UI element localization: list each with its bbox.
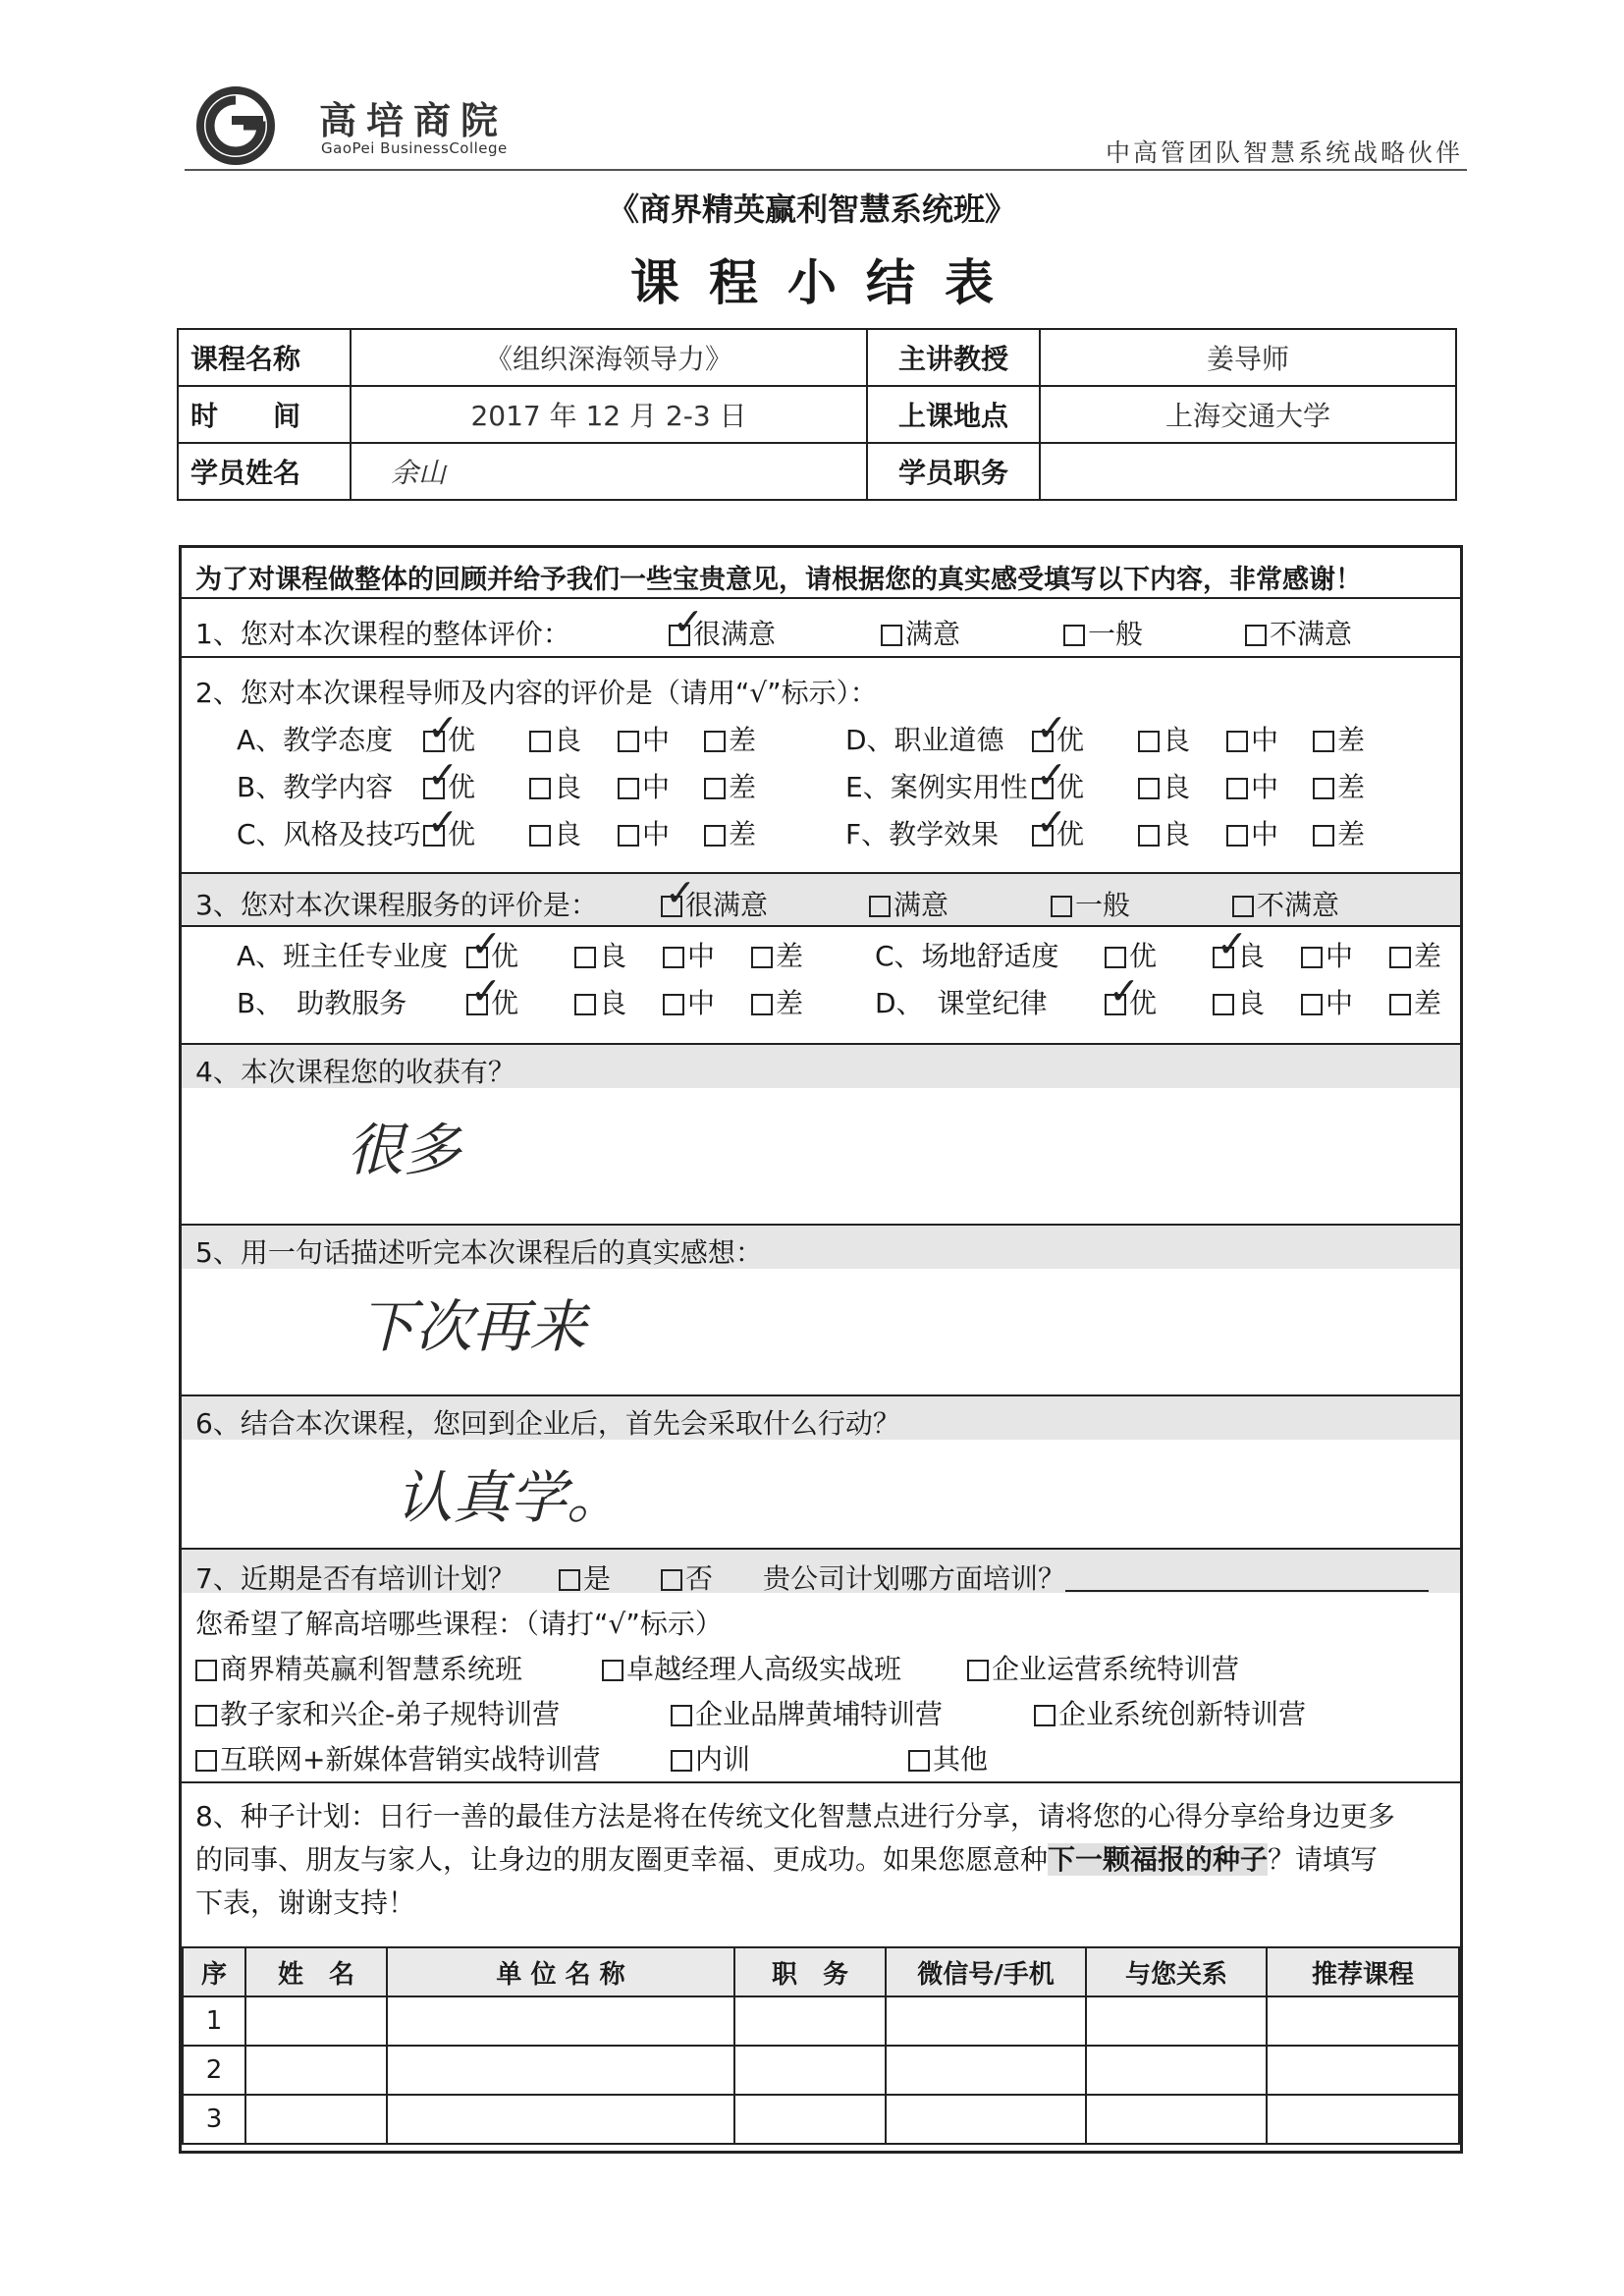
rating-item-label: A、教学态度 bbox=[237, 724, 394, 756]
rating-option[interactable]: 差 bbox=[751, 982, 803, 1021]
checkbox-icon[interactable] bbox=[618, 825, 639, 847]
course-option[interactable]: 企业系统创新特训营 bbox=[1034, 1693, 1306, 1732]
checkbox-checked-icon[interactable] bbox=[1032, 731, 1054, 752]
col-name: 姓 名 bbox=[245, 1947, 387, 1996]
rating-option[interactable]: 差 bbox=[1389, 982, 1441, 1021]
tagline: 中高管团队智慧系统战略伙伴 bbox=[1105, 138, 1463, 167]
checkbox-checked-icon[interactable] bbox=[1105, 994, 1126, 1015]
checkbox-checked-icon[interactable] bbox=[661, 896, 682, 917]
q5-section bbox=[182, 1226, 1460, 1396]
q3-label: 3、您对本次课程服务的评价是： bbox=[195, 889, 598, 921]
checkbox-icon[interactable] bbox=[671, 1750, 692, 1772]
form-title: 课程小结表 bbox=[630, 254, 1023, 311]
course-option[interactable]: 企业品牌黄埔特训营 bbox=[671, 1693, 943, 1732]
row-index: 2 bbox=[183, 2046, 245, 2095]
seed-table-header bbox=[183, 1947, 1459, 1996]
checkbox-icon[interactable] bbox=[908, 1750, 930, 1772]
rating-item-label: D、 课堂纪律 bbox=[875, 987, 1048, 1019]
checkbox-icon[interactable] bbox=[574, 947, 596, 968]
rating-option[interactable]: ✓ 优 bbox=[466, 935, 518, 974]
q7-option-no[interactable]: 否 bbox=[661, 1558, 713, 1597]
lecturer-label: 主讲教授 bbox=[867, 329, 1040, 386]
checkbox-icon[interactable] bbox=[1105, 947, 1126, 968]
q1-option-very-satisfied[interactable]: ✓ 很满意 bbox=[669, 613, 776, 652]
checkbox-icon[interactable] bbox=[671, 1705, 692, 1726]
rating-option[interactable]: 良 bbox=[529, 766, 581, 805]
student-name-label: 学员姓名 bbox=[178, 443, 351, 500]
intro-section bbox=[182, 548, 1460, 599]
rating-option[interactable]: 中 bbox=[1301, 982, 1353, 1021]
col-index: 序 bbox=[183, 1947, 245, 1996]
logo-chinese-name: 高培商院 bbox=[319, 98, 509, 142]
rating-option[interactable]: 差 bbox=[704, 766, 756, 805]
q3-option-average[interactable]: 一般 bbox=[1051, 884, 1130, 923]
lecturer-value[interactable]: 姜导师 bbox=[1040, 329, 1456, 386]
rating-option[interactable]: ✓ 优 bbox=[1032, 813, 1084, 852]
rating-option[interactable]: ✓ 良 bbox=[1213, 935, 1265, 974]
info-row bbox=[178, 329, 1456, 386]
time-value[interactable]: 2017 年 12 月 2-3 日 bbox=[351, 386, 867, 443]
info-row bbox=[178, 386, 1456, 443]
student-position-value[interactable] bbox=[1040, 443, 1456, 500]
checkbox-icon[interactable] bbox=[704, 778, 726, 799]
checkbox-checked-icon[interactable] bbox=[1032, 778, 1054, 799]
location-label: 上课地点 bbox=[867, 386, 1040, 443]
rating-item-label: D、职业道德 bbox=[845, 724, 1004, 756]
checkbox-icon[interactable] bbox=[529, 778, 551, 799]
col-wechat-phone: 微信号/手机 bbox=[886, 1947, 1086, 1996]
col-position: 职 务 bbox=[734, 1947, 886, 1996]
time-label: 时 间 bbox=[178, 386, 351, 443]
rating-option[interactable]: 良 bbox=[1138, 813, 1190, 852]
checkbox-icon[interactable] bbox=[1138, 778, 1160, 799]
rating-option[interactable]: ✓ 优 bbox=[466, 982, 518, 1021]
q3-option-satisfied[interactable]: 满意 bbox=[869, 884, 948, 923]
rating-option[interactable]: 差 bbox=[704, 813, 756, 852]
student-position-label: 学员职务 bbox=[867, 443, 1040, 500]
rating-option[interactable]: 优 bbox=[1105, 935, 1157, 974]
rating-option[interactable]: 差 bbox=[1313, 719, 1365, 758]
cell[interactable] bbox=[387, 2046, 734, 2095]
rating-item-label: E、案例实用性 bbox=[845, 771, 1028, 803]
table-row bbox=[183, 2095, 1459, 2144]
course-option[interactable]: 商界精英赢利智慧系统班 bbox=[195, 1648, 522, 1687]
checkbox-icon[interactable] bbox=[704, 825, 726, 847]
q6-handwritten-answer[interactable]: 认真学。 bbox=[396, 1464, 624, 1531]
checkbox-icon[interactable] bbox=[529, 731, 551, 752]
col-recommended-course: 推荐课程 bbox=[1267, 1947, 1459, 1996]
rating-item-label: A、班主任专业度 bbox=[237, 940, 449, 972]
checkbox-icon[interactable] bbox=[1226, 778, 1248, 799]
q4-handwritten-answer[interactable]: 很多 bbox=[347, 1117, 461, 1183]
checkbox-icon[interactable] bbox=[529, 825, 551, 847]
checkbox-icon[interactable] bbox=[1051, 896, 1072, 917]
checkbox-icon[interactable] bbox=[195, 1705, 217, 1726]
checkbox-checked-icon[interactable] bbox=[669, 625, 690, 646]
cell[interactable] bbox=[886, 2046, 1086, 2095]
checkbox-icon[interactable] bbox=[1138, 825, 1160, 847]
q4-section bbox=[182, 1045, 1460, 1226]
checkbox-icon[interactable] bbox=[1313, 825, 1334, 847]
rating-option[interactable]: 中 bbox=[663, 982, 715, 1021]
rating-option[interactable]: ✓ 优 bbox=[1105, 982, 1157, 1021]
checkbox-icon[interactable] bbox=[869, 896, 891, 917]
q3-section bbox=[182, 925, 1460, 1045]
course-option[interactable]: 教子家和兴企-弟子规特训营 bbox=[195, 1693, 560, 1732]
checkbox-icon[interactable] bbox=[602, 1660, 623, 1681]
q6-label: 6、结合本次课程，您回到企业后，首先会采取什么行动？ bbox=[195, 1407, 900, 1440]
course-option[interactable]: 卓越经理人高级实战班 bbox=[602, 1648, 901, 1687]
checkbox-icon[interactable] bbox=[574, 994, 596, 1015]
checkbox-icon[interactable] bbox=[1226, 731, 1248, 752]
rating-option[interactable]: 差 bbox=[1313, 766, 1365, 805]
q7-section bbox=[182, 1550, 1460, 1783]
intro-text: 为了对课程做整体的回顾并给予我们一些宝贵意见，请根据您的真实感受填写以下内容，非常感谢！ bbox=[195, 565, 1362, 595]
header-divider bbox=[185, 169, 1467, 171]
rating-option[interactable]: 差 bbox=[1313, 813, 1365, 852]
cell[interactable] bbox=[245, 1996, 387, 2046]
course-option[interactable]: 企业运营系统特训营 bbox=[967, 1648, 1239, 1687]
checkbox-icon[interactable] bbox=[195, 1660, 217, 1681]
cell[interactable] bbox=[734, 2046, 886, 2095]
rating-item-label: B、教学内容 bbox=[237, 771, 394, 803]
q7-option-yes[interactable]: 是 bbox=[559, 1558, 611, 1597]
checkbox-icon[interactable] bbox=[663, 994, 684, 1015]
checkbox-icon[interactable] bbox=[618, 778, 639, 799]
rating-option[interactable]: 良 bbox=[1138, 719, 1190, 758]
checkbox-icon[interactable] bbox=[1313, 778, 1334, 799]
checkbox-icon[interactable] bbox=[1313, 731, 1334, 752]
rating-option[interactable]: ✓ 优 bbox=[1032, 719, 1084, 758]
checkbox-icon[interactable] bbox=[1213, 994, 1234, 1015]
rating-option[interactable]: ✓ 优 bbox=[1032, 766, 1084, 805]
q4-label: 4、本次课程您的收获有？ bbox=[195, 1056, 515, 1088]
q8-line2: 的同事、朋友与家人，让身边的朋友圈更幸福、更成功。如果您愿意种下一颗福报的种子？请填写 bbox=[195, 1843, 1379, 1876]
rating-option[interactable]: 中 bbox=[1226, 766, 1278, 805]
checkbox-icon[interactable] bbox=[1063, 625, 1085, 646]
q3-option-very-satisfied[interactable]: ✓ 很满意 bbox=[661, 884, 768, 923]
checkbox-icon[interactable] bbox=[967, 1660, 989, 1681]
rating-option[interactable]: 中 bbox=[1226, 813, 1278, 852]
checkbox-icon[interactable] bbox=[1138, 731, 1160, 752]
checkbox-checked-icon[interactable] bbox=[466, 994, 488, 1015]
checkbox-checked-icon[interactable] bbox=[466, 947, 488, 968]
rating-option[interactable]: 良 bbox=[529, 813, 581, 852]
q1-option-satisfied[interactable]: 满意 bbox=[881, 613, 960, 652]
checkbox-icon[interactable] bbox=[1226, 825, 1248, 847]
feedback-form bbox=[179, 545, 1463, 2154]
rating-option[interactable]: ✓ 优 bbox=[423, 813, 475, 852]
cell[interactable] bbox=[886, 2095, 1086, 2144]
course-option[interactable]: 互联网+新媒体营销实战特训营 bbox=[195, 1738, 600, 1777]
checkbox-icon[interactable] bbox=[1389, 947, 1411, 968]
checkbox-checked-icon[interactable] bbox=[423, 825, 445, 847]
cell[interactable] bbox=[734, 2095, 886, 2144]
checkbox-icon[interactable] bbox=[1301, 947, 1323, 968]
student-name-signature[interactable]: 余山 bbox=[351, 443, 867, 500]
course-info-table bbox=[177, 328, 1457, 501]
checkbox-icon[interactable] bbox=[618, 731, 639, 752]
cell[interactable] bbox=[245, 2095, 387, 2144]
checkbox-checked-icon[interactable] bbox=[423, 731, 445, 752]
cell[interactable] bbox=[1086, 2095, 1267, 2144]
checkbox-icon[interactable] bbox=[881, 625, 902, 646]
q8-line3: 下表，谢谢支持！ bbox=[195, 1886, 416, 1919]
q5-label: 5、用一句话描述听完本次课程后的真实感想： bbox=[195, 1236, 763, 1269]
checkbox-icon[interactable] bbox=[1245, 625, 1267, 646]
checkbox-icon[interactable] bbox=[661, 1569, 682, 1591]
checkbox-icon[interactable] bbox=[1232, 896, 1254, 917]
row-index: 1 bbox=[183, 1996, 245, 2046]
cell[interactable] bbox=[1267, 2046, 1459, 2095]
q8-line1: 8、种子计划：日行一善的最佳方法是将在传统文化智慧点进行分享，请将您的心得分享给身边更多 bbox=[195, 1800, 1395, 1832]
checkbox-icon[interactable] bbox=[1034, 1705, 1056, 1726]
checkbox-icon[interactable] bbox=[1301, 994, 1323, 1015]
rating-option[interactable]: 中 bbox=[618, 719, 670, 758]
q5-handwritten-answer[interactable]: 下次再来 bbox=[358, 1293, 587, 1360]
checkbox-icon[interactable] bbox=[663, 947, 684, 968]
location-value[interactable]: 上海交通大学 bbox=[1040, 386, 1456, 443]
program-title: 《商界精英赢利智慧系统班》 bbox=[607, 191, 1016, 228]
rating-item-label: B、 助教服务 bbox=[237, 987, 407, 1019]
q7-label: 7、近期是否有培训计划？ bbox=[195, 1562, 515, 1595]
checkbox-icon[interactable] bbox=[559, 1569, 580, 1591]
q1-option-unsatisfied[interactable]: 不满意 bbox=[1245, 613, 1352, 652]
rating-item-label: C、场地舒适度 bbox=[875, 940, 1059, 972]
q2-label: 2、您对本次课程导师及内容的评价是（请用“√”标示）： bbox=[195, 677, 878, 709]
q1-option-average[interactable]: 一般 bbox=[1063, 613, 1143, 652]
rating-option[interactable]: 中 bbox=[1301, 935, 1353, 974]
checkbox-icon[interactable] bbox=[1389, 994, 1411, 1015]
checkbox-icon[interactable] bbox=[704, 731, 726, 752]
table-row bbox=[183, 2046, 1459, 2095]
cell[interactable] bbox=[387, 2095, 734, 2144]
rating-option[interactable]: 良 bbox=[1138, 766, 1190, 805]
rating-option[interactable]: 差 bbox=[704, 719, 756, 758]
rating-option[interactable]: 良 bbox=[574, 982, 626, 1021]
checkbox-icon[interactable] bbox=[751, 947, 773, 968]
logo-english-name: GaoPei BusinessCollege bbox=[321, 139, 508, 157]
course-option[interactable]: 其他 bbox=[908, 1738, 988, 1777]
q3-option-unsatisfied[interactable]: 不满意 bbox=[1232, 884, 1339, 923]
rating-option[interactable]: 中 bbox=[618, 766, 670, 805]
cell[interactable] bbox=[1267, 2095, 1459, 2144]
plan-answer-line[interactable] bbox=[1065, 1564, 1429, 1592]
checkbox-checked-icon[interactable] bbox=[1032, 825, 1054, 847]
rating-option[interactable]: ✓ 优 bbox=[423, 719, 475, 758]
rating-option[interactable]: 良 bbox=[574, 935, 626, 974]
rating-option[interactable]: 良 bbox=[1213, 982, 1265, 1021]
q1-section bbox=[182, 599, 1460, 658]
course-option[interactable]: 内训 bbox=[671, 1738, 750, 1777]
rating-option[interactable]: 中 bbox=[618, 813, 670, 852]
q7-courses-question: 您希望了解高培哪些课程：（请打“√”标示） bbox=[195, 1608, 723, 1640]
table-row bbox=[183, 1996, 1459, 2046]
rating-option[interactable]: ✓ 优 bbox=[423, 766, 475, 805]
cell[interactable] bbox=[387, 1996, 734, 2046]
col-relationship: 与您关系 bbox=[1086, 1947, 1267, 1996]
cell[interactable] bbox=[1086, 1996, 1267, 2046]
seed-plan-table bbox=[182, 1946, 1460, 2145]
course-name-label: 课程名称 bbox=[178, 329, 351, 386]
q3-header bbox=[182, 874, 1460, 927]
q7-plan-question: 贵公司计划哪方面培训？ bbox=[763, 1558, 1429, 1597]
cell[interactable] bbox=[245, 2046, 387, 2095]
rating-option[interactable]: 中 bbox=[663, 935, 715, 974]
rating-option[interactable]: 差 bbox=[751, 935, 803, 974]
checkbox-icon[interactable] bbox=[195, 1750, 217, 1772]
row-index: 3 bbox=[183, 2095, 245, 2144]
rating-item-label: C、风格及技巧 bbox=[237, 818, 421, 850]
checkbox-checked-icon[interactable] bbox=[423, 778, 445, 799]
cell[interactable] bbox=[1267, 1996, 1459, 2046]
col-company: 单 位 名 称 bbox=[387, 1947, 734, 1996]
rating-option[interactable]: 中 bbox=[1226, 719, 1278, 758]
rating-option[interactable]: 差 bbox=[1389, 935, 1441, 974]
q6-section bbox=[182, 1396, 1460, 1550]
info-row bbox=[178, 443, 1456, 500]
cell[interactable] bbox=[886, 1996, 1086, 2046]
course-name-value[interactable]: 《组织深海领导力》 bbox=[351, 329, 867, 386]
checkbox-icon[interactable] bbox=[751, 994, 773, 1015]
cell[interactable] bbox=[734, 1996, 886, 2046]
rating-item-label: F、教学效果 bbox=[845, 818, 1000, 850]
q1-label: 1、您对本次课程的整体评价： bbox=[195, 618, 570, 650]
q2-section bbox=[182, 658, 1460, 874]
checkbox-checked-icon[interactable] bbox=[1213, 947, 1234, 968]
rating-option[interactable]: 良 bbox=[529, 719, 581, 758]
cell[interactable] bbox=[1086, 2046, 1267, 2095]
